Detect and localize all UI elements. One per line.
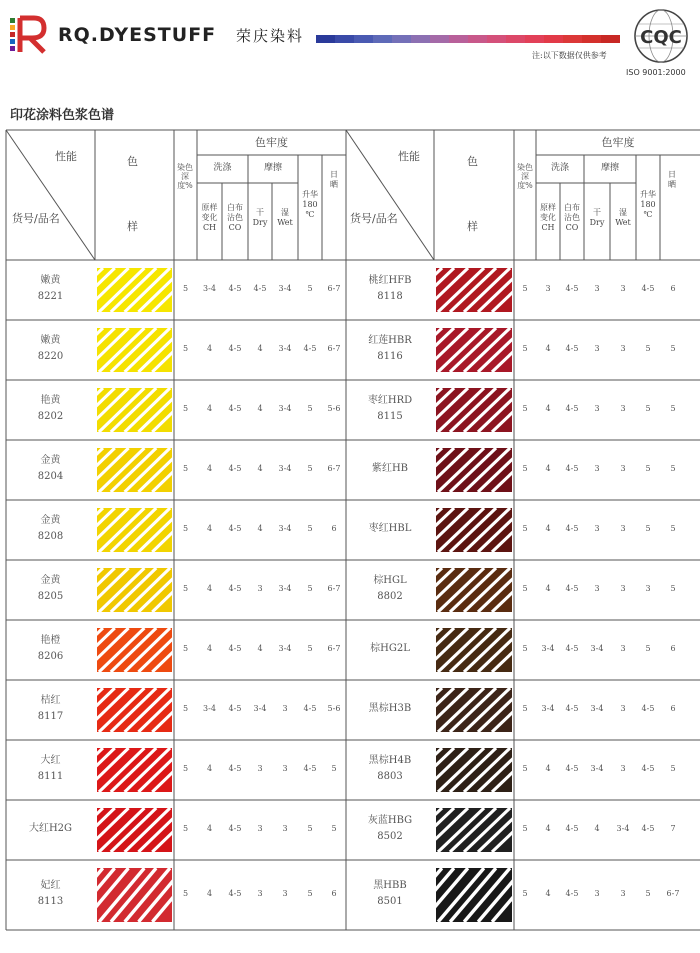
fastness-ch-value: 4 — [545, 584, 551, 593]
fastness-sun-value: 6-7 — [327, 284, 341, 293]
header-color-1: 色 — [127, 155, 138, 168]
product-code: 8221 — [37, 291, 64, 302]
fastness-co-value: 4-5 — [565, 284, 579, 293]
header-sun-right: 日 晒 — [668, 170, 676, 189]
fastness-dry-value: 4 — [257, 344, 263, 353]
fastness-co-value: 4-5 — [228, 524, 242, 533]
product-code: 8220 — [37, 351, 64, 362]
fastness-dry-value: 3 — [594, 889, 600, 898]
color-swatch — [97, 868, 172, 922]
fastness-co-value: 4-5 — [565, 824, 579, 833]
header-sublimation: 升华 180 ℃ — [302, 190, 318, 219]
product-code: 8202 — [37, 411, 64, 422]
fastness-sub-value: 5 — [645, 644, 651, 653]
product-code: 8116 — [377, 351, 403, 362]
product-name: 紫红HB — [371, 463, 409, 474]
header-white: 白布 沾色 CO — [227, 203, 243, 232]
header-dry-right: 干 Dry — [589, 208, 605, 227]
fastness-sub-value: 5 — [645, 404, 651, 413]
depth-value: 5 — [182, 704, 189, 713]
product-name: 黑HBB — [373, 880, 407, 891]
fastness-wet-value: 3 — [620, 404, 626, 413]
fastness-co-value: 4-5 — [565, 704, 579, 713]
fastness-sun-value: 5 — [670, 584, 676, 593]
fastness-co-value: 4-5 — [228, 464, 242, 473]
color-swatch — [436, 328, 512, 372]
fastness-co-value: 4-5 — [565, 464, 579, 473]
fastness-sub-value: 4-5 — [303, 704, 317, 713]
fastness-wet-value: 3-4 — [278, 404, 292, 413]
fastness-sun-value: 5 — [670, 344, 676, 353]
fastness-co-value: 4-5 — [228, 584, 242, 593]
product-name-cell — [346, 753, 434, 785]
fastness-ch-value: 3-4 — [203, 284, 216, 293]
fastness-sub-value: 5 — [645, 889, 651, 898]
color-swatch — [97, 328, 172, 372]
fastness-sun-value: 6 — [670, 644, 676, 653]
fastness-ch-value: 3 — [545, 284, 551, 293]
product-name-cell — [346, 521, 434, 537]
product-name-cell — [6, 273, 95, 305]
depth-value: 5 — [522, 889, 528, 898]
color-swatch — [97, 508, 172, 552]
fastness-dry-value: 4-5 — [253, 284, 267, 293]
product-name-cell — [6, 633, 95, 665]
color-swatch — [97, 628, 172, 672]
fastness-sub-value: 5 — [645, 344, 651, 353]
product-name-cell — [346, 393, 434, 425]
fastness-wet-value: 3-4 — [278, 464, 292, 473]
fastness-wet-value: 3 — [620, 464, 626, 473]
product-name: 黑棕H3B — [368, 703, 412, 714]
product-name: 枣红HBL — [368, 523, 412, 534]
fastness-sun-value: 5 — [670, 524, 676, 533]
disclaimer-note: 注:以下数据仅供参考 — [532, 51, 607, 60]
fastness-dry-value: 3 — [257, 584, 263, 593]
depth-value: 5 — [182, 644, 189, 653]
fastness-ch-value: 3-4 — [203, 704, 216, 713]
fastness-ch-value: 4 — [206, 524, 213, 533]
product-name: 嫩黄 — [40, 275, 61, 286]
product-name-cell — [346, 273, 434, 305]
fastness-sun-value: 5 — [670, 764, 676, 773]
fastness-ch-value: 4 — [206, 464, 213, 473]
fastness-sun-value: 5 — [331, 764, 337, 773]
product-name-cell — [6, 393, 95, 425]
product-code: 8117 — [37, 711, 64, 722]
fastness-co-value: 4-5 — [565, 644, 579, 653]
fastness-co-value: 4-5 — [565, 344, 579, 353]
fastness-sub-value: 5 — [307, 824, 313, 833]
fastness-dry-value: 4 — [257, 524, 263, 533]
product-name: 大红 — [40, 755, 61, 766]
fastness-sub-value: 5 — [307, 644, 313, 653]
fastness-dry-value: 4 — [594, 824, 600, 833]
fastness-wet-value: 3 — [620, 284, 626, 293]
fastness-ch-value: 4 — [206, 644, 213, 653]
fastness-co-value: 4-5 — [565, 764, 579, 773]
header-props-right: 性能 — [398, 150, 420, 163]
fastness-dry-value: 4 — [257, 404, 263, 413]
iso-certification: ISO 9001:2000 — [626, 68, 686, 77]
depth-value: 5 — [522, 404, 528, 413]
fastness-ch-value: 4 — [545, 889, 551, 898]
fastness-co-value: 4-5 — [565, 524, 579, 533]
depth-value: 5 — [522, 584, 528, 593]
product-code: 8113 — [37, 896, 64, 907]
product-name: 枣红HRD — [367, 395, 413, 406]
fastness-ch-value: 4 — [206, 584, 213, 593]
color-swatch — [436, 808, 512, 852]
brand-name-cn: 荣庆染料 — [236, 27, 305, 45]
fastness-sun-value: 6 — [331, 524, 337, 533]
product-name-cell — [6, 333, 95, 365]
header-sun: 日 晒 — [330, 170, 338, 189]
product-code: 8208 — [37, 531, 64, 542]
product-name-cell — [6, 821, 95, 837]
brand-name: RQ.DYESTUFF — [58, 24, 217, 46]
product-name-cell — [346, 813, 434, 845]
fastness-sun-value: 6 — [331, 889, 337, 898]
header-wet: 湿 Wet — [277, 208, 293, 227]
fastness-sun-value: 6-7 — [327, 644, 341, 653]
fastness-sun-value: 6-7 — [327, 584, 341, 593]
fastness-dry-value: 3-4 — [590, 704, 604, 713]
product-code: 8115 — [377, 411, 403, 422]
product-code: 8118 — [377, 291, 403, 302]
fastness-dry-value: 3-4 — [590, 644, 604, 653]
header-name-right: 货号/品名 — [350, 212, 398, 225]
product-code: 8501 — [377, 896, 403, 907]
product-name-cell — [346, 878, 434, 910]
product-name: 大红H2G — [28, 823, 73, 834]
product-name: 黑棕H4B — [368, 755, 412, 766]
fastness-dry-value: 3 — [257, 824, 263, 833]
fastness-co-value: 4-5 — [228, 704, 242, 713]
product-name: 艳橙 — [40, 635, 61, 646]
header-dry: 干 Dry — [252, 208, 268, 227]
depth-value: 5 — [182, 284, 189, 293]
fastness-co-value: 4-5 — [228, 344, 242, 353]
header-wash-right: 洗涤 — [550, 163, 569, 173]
fastness-dry-value: 4 — [257, 644, 263, 653]
fastness-ch-value: 4 — [206, 889, 213, 898]
product-code: 8111 — [37, 771, 64, 782]
color-swatch — [97, 388, 172, 432]
header-fastness-right: 色牢度 — [601, 136, 635, 149]
fastness-ch-value: 3-4 — [541, 704, 555, 713]
fastness-sub-value: 5 — [645, 464, 651, 473]
fastness-dry-value: 3 — [594, 404, 600, 413]
color-swatch — [436, 868, 512, 922]
depth-value: 5 — [522, 284, 528, 293]
fastness-dry-value: 3 — [594, 464, 600, 473]
fastness-co-value: 4-5 — [228, 284, 242, 293]
fastness-sub-value: 5 — [307, 889, 313, 898]
fastness-wet-value: 3 — [282, 704, 288, 713]
fastness-wet-value: 3 — [282, 764, 288, 773]
depth-value: 5 — [522, 524, 528, 533]
product-name: 金黄 — [40, 515, 61, 526]
depth-value: 5 — [182, 889, 189, 898]
fastness-sub-value: 5 — [307, 284, 313, 293]
fastness-sun-value: 6-7 — [327, 464, 341, 473]
color-swatch — [436, 388, 512, 432]
header-depth-right: 染色深度% — [517, 163, 533, 191]
page-title: 印花涂料色浆色谱 — [10, 108, 115, 123]
fastness-sub-value: 5 — [307, 464, 313, 473]
fastness-wet-value: 3-4 — [278, 344, 292, 353]
fastness-wet-value: 3 — [282, 889, 288, 898]
fastness-co-value: 4-5 — [228, 824, 242, 833]
fastness-sun-value: 7 — [670, 824, 676, 833]
product-name-cell — [6, 453, 95, 485]
product-name: 艳黄 — [40, 395, 61, 406]
product-code: 8206 — [37, 651, 64, 662]
fastness-wet-value: 3-4 — [278, 524, 292, 533]
product-name-cell — [6, 513, 95, 545]
header-props: 性能 — [55, 150, 77, 163]
fastness-dry-value: 3-4 — [590, 764, 604, 773]
header-name: 货号/品名 — [12, 212, 60, 225]
header-rub-right: 摩擦 — [600, 163, 619, 173]
fastness-wet-value: 3 — [282, 824, 288, 833]
header-color-right-1: 色 — [467, 155, 478, 168]
product-code: 8803 — [377, 771, 403, 782]
header-depth: 染色深度% — [177, 163, 193, 191]
product-name-cell — [346, 333, 434, 365]
depth-value: 5 — [182, 584, 189, 593]
product-name: 红莲HBR — [368, 335, 412, 346]
fastness-ch-value: 4 — [545, 764, 551, 773]
product-name: 嫩黄 — [40, 335, 61, 346]
fastness-wet-value: 3-4 — [278, 644, 292, 653]
fastness-wet-value: 3 — [620, 889, 626, 898]
fastness-dry-value: 3-4 — [253, 704, 267, 713]
fastness-co-value: 4-5 — [228, 764, 242, 773]
fastness-dry-value: 3 — [257, 764, 263, 773]
fastness-ch-value: 4 — [545, 404, 551, 413]
header-color-2: 样 — [127, 220, 138, 233]
fastness-sub-value: 4-5 — [303, 344, 317, 353]
product-name-cell — [346, 573, 434, 605]
product-name: 棕HG2L — [370, 643, 410, 654]
product-name: 灰蓝HBG — [367, 815, 413, 826]
fastness-dry-value: 3 — [257, 889, 263, 898]
depth-value: 5 — [522, 644, 528, 653]
color-swatch — [97, 748, 172, 792]
fastness-ch-value: 4 — [545, 344, 551, 353]
color-swatch — [436, 688, 512, 732]
depth-value: 5 — [522, 824, 528, 833]
depth-value: 5 — [522, 344, 528, 353]
fastness-sun-value: 6 — [670, 284, 676, 293]
fastness-ch-value: 4 — [545, 824, 551, 833]
product-code: 8802 — [377, 591, 403, 602]
color-swatch — [436, 748, 512, 792]
product-name-cell — [6, 693, 95, 725]
fastness-co-value: 4-5 — [565, 584, 579, 593]
fastness-ch-value: 4 — [206, 404, 213, 413]
header-wash: 洗涤 — [213, 163, 232, 173]
product-code: 8204 — [37, 471, 64, 482]
color-swatch — [436, 568, 512, 612]
product-code: 8502 — [377, 831, 403, 842]
depth-value: 5 — [522, 464, 528, 473]
fastness-co-value: 4-5 — [565, 404, 579, 413]
header-white-right: 白布 沾色 CO — [564, 203, 580, 232]
fastness-wet-value: 3 — [620, 584, 626, 593]
header-color-right-2: 样 — [467, 220, 478, 233]
header-orig-right: 原样 变化 CH — [540, 203, 556, 232]
product-name-cell — [6, 573, 95, 605]
fastness-ch-value: 4 — [206, 764, 213, 773]
fastness-sun-value: 5 — [331, 824, 337, 833]
fastness-sub-value: 4-5 — [641, 824, 655, 833]
color-swatch — [97, 568, 172, 612]
fastness-sub-value: 4-5 — [303, 764, 317, 773]
fastness-dry-value: 3 — [594, 344, 600, 353]
depth-value: 5 — [182, 404, 189, 413]
color-swatch — [97, 268, 172, 312]
fastness-wet-value: 3 — [620, 704, 626, 713]
header-wet-right: 湿 Wet — [615, 208, 631, 227]
fastness-dry-value: 3 — [594, 584, 600, 593]
fastness-sub-value: 5 — [307, 584, 313, 593]
fastness-co-value: 4-5 — [565, 889, 579, 898]
product-name-cell — [346, 641, 434, 657]
color-swatch — [436, 448, 512, 492]
fastness-sun-value: 5 — [670, 464, 676, 473]
fastness-co-value: 4-5 — [228, 404, 242, 413]
header-sublimation-right: 升华 180 ℃ — [640, 190, 656, 219]
product-name: 妃红 — [40, 880, 61, 891]
depth-value: 5 — [182, 824, 189, 833]
header-rub: 摩擦 — [263, 163, 282, 173]
depth-value: 5 — [182, 344, 189, 353]
fastness-sub-value: 5 — [307, 524, 313, 533]
fastness-sun-value: 6 — [670, 704, 676, 713]
fastness-wet-value: 3-4 — [278, 284, 292, 293]
color-swatch — [97, 808, 172, 852]
fastness-wet-value: 3 — [620, 644, 626, 653]
fastness-ch-value: 4 — [206, 344, 213, 353]
product-name: 桃红HFB — [368, 275, 412, 286]
color-swatch — [97, 448, 172, 492]
fastness-sun-value: 6-7 — [666, 889, 680, 898]
product-name-cell — [6, 878, 95, 910]
fastness-sub-value: 5 — [307, 404, 313, 413]
color-swatch — [436, 268, 512, 312]
fastness-sub-value: 4-5 — [641, 764, 655, 773]
depth-value: 5 — [182, 464, 189, 473]
fastness-wet-value: 3 — [620, 344, 626, 353]
color-swatch — [436, 628, 512, 672]
fastness-dry-value: 3 — [594, 284, 600, 293]
fastness-sub-value: 4-5 — [641, 704, 655, 713]
fastness-sun-value: 6-7 — [327, 344, 341, 353]
fastness-sun-value: 5-6 — [327, 404, 341, 413]
depth-value: 5 — [182, 764, 189, 773]
fastness-ch-value: 4 — [545, 524, 551, 533]
color-swatch — [97, 688, 172, 732]
fastness-ch-value: 3-4 — [541, 644, 555, 653]
fastness-sun-value: 5 — [670, 404, 676, 413]
fastness-ch-value: 4 — [206, 824, 213, 833]
fastness-co-value: 4-5 — [228, 644, 242, 653]
fastness-ch-value: 4 — [545, 464, 551, 473]
fastness-wet-value: 3-4 — [616, 824, 630, 833]
product-name-cell — [346, 461, 434, 477]
cqc-text: CQC — [640, 27, 682, 48]
product-name-cell — [6, 753, 95, 785]
product-name-cell — [346, 701, 434, 717]
fastness-wet-value: 3 — [620, 764, 626, 773]
header-orig: 原样 变化 CH — [201, 203, 218, 232]
fastness-dry-value: 4 — [257, 464, 263, 473]
header-fastness: 色牢度 — [255, 136, 288, 149]
fastness-sub-value: 3 — [645, 584, 651, 593]
fastness-sub-value: 5 — [645, 524, 651, 533]
fastness-wet-value: 3 — [620, 524, 626, 533]
depth-value: 5 — [182, 524, 189, 533]
fastness-dry-value: 3 — [594, 524, 600, 533]
product-name: 棕HGL — [373, 575, 407, 586]
depth-value: 5 — [522, 704, 528, 713]
product-name: 金黄 — [40, 575, 61, 586]
product-name: 金黄 — [40, 455, 61, 466]
fastness-sub-value: 4-5 — [641, 284, 655, 293]
depth-value: 5 — [522, 764, 528, 773]
fastness-wet-value: 3-4 — [278, 584, 292, 593]
fastness-co-value: 4-5 — [228, 889, 242, 898]
product-name: 桔红 — [40, 695, 61, 706]
product-code: 8205 — [37, 591, 64, 602]
color-swatch — [436, 508, 512, 552]
fastness-sun-value: 5-6 — [327, 704, 341, 713]
